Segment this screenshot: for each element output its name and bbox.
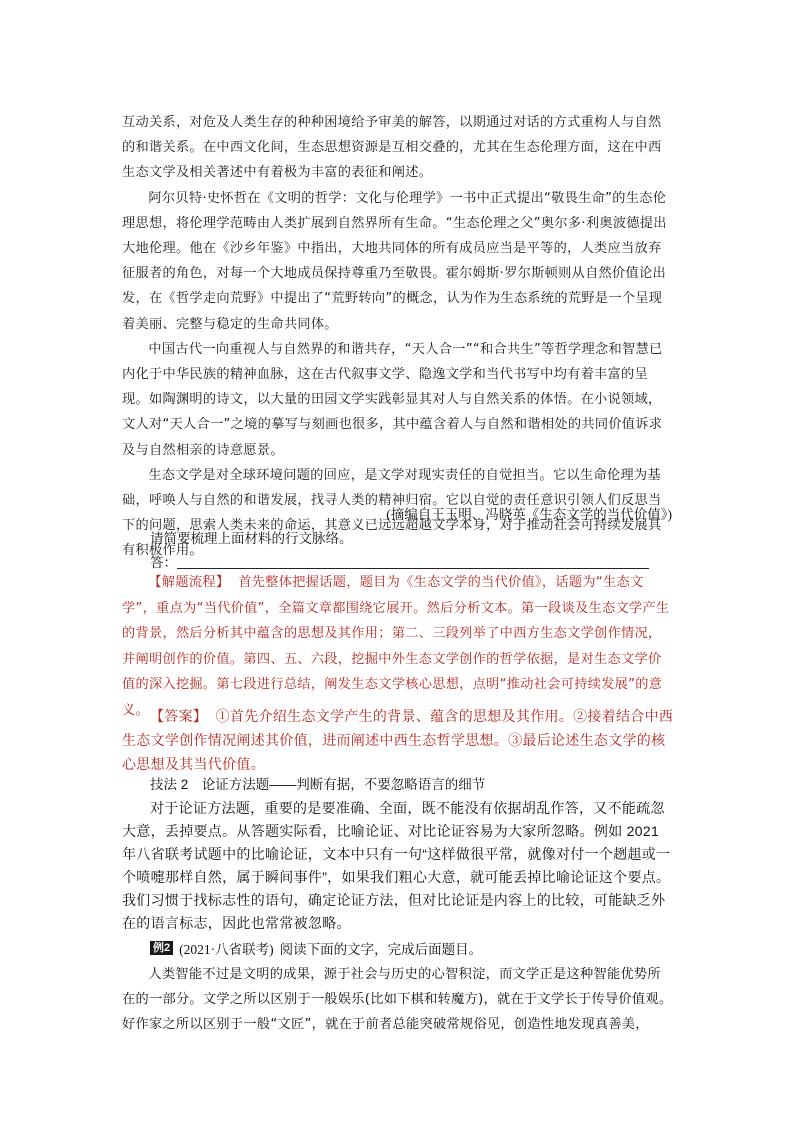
question-prompt: 请简要梳理上面材料的行文脉络。 [150,531,353,546]
answer-block [122,704,674,776]
answer-label: 答： [150,555,177,570]
example-instruction: 阅读下面的文字，完成后面题目。 [279,942,483,957]
passage-paragraph-1: 互动关系，对危及人类生存的种种困境给予审美的解答，以期通过对话的方式重构人与自然的和谐关系。在中西文化间，生态思想资源是互相交叠的，尤其在生态伦理方面，这在中西生态文学及相关著述中有着极为丰富的表征和阐述。 [122,115,662,181]
example-passage-paragraph: 人类智能不过是文明的成果，源于社会与历史的心智积淀，而文学正是这种智能优势所在的一部分。文学之所以区别于一般娱乐(比如下棋和转魔方)，就在于文学长于传导价值观。好作家之所以区别于一般“文匠”，就在于前者总能突破常规俗见，创造性地发现真善美， [122,967,673,1032]
technique-paragraph: 对于论证方法题，重要的是要准确、全面，既不能没有依据胡乱作答，又不能疏忽大意，丢掉要点。从答题实际看，比喻论证、对比论证容易为大家所忽略。例如 2021 年八省联考试题中的比喻论证，文本中只有一句“这样做很平常，就像对付一个趔趄或一个喷嚏那样自然，属于瞬间事件”，如果我们粗心大意，就可能丢掉比喻论证这个要点。我们习惯于找标志性的语句，确定论证方法，但对比论证是内容上的比较，可能缺乏外在的语言标志，因此也常常被忽略。 [122,800,671,931]
answer-part-3: ③最后论述生态文学的核心思想及其当代价值。 [122,732,666,772]
answer-heading: 【答案】 [150,708,208,724]
solution-flow [122,570,674,723]
passage-paragraph-4: 生态文学是对全球环境问题的回应，是文学对现实责任的自觉担当。它以生命伦理为基础，呼唤人与自然的和谐发展，找寻人类的精神归宿。它以自觉的责任意识引领人们反思当下的问题，思索人类未来的命运，其意义已远远超越文学本身，对于推动社会可持续发展具有积极作用。 [122,467,662,559]
answer-part-1: ①首先介绍生态文学产生的背景、蕴含的思想及其作用。 [215,708,574,724]
passage-paragraph-3: 中国古代一向重视人与自然界的和谐共存，“天人合一”“和合共生”等哲学理念和智慧已内化于中华民族的精神血脉，这在古代叙事文学、隐逸文学和当代书写中均有着丰富的呈现。如陶渊明的诗文，以大量的田园文学实践彰显其对人与自然关系的体悟。在小说领域，文人对“天人合一”之境的摹写与刻画也很多，其中蕴含着人与自然和谐相处的共同价值诉求及与自然相亲的诗意愿景。 [122,341,663,458]
solution-flow-label: 【解题流程】 [148,575,230,590]
technique-explanation [122,797,674,935]
example-heading [150,938,482,958]
example-passage [122,962,674,1037]
technique-heading: 技法 2 论证方法题——判断有据，不要忽略语言的细节 [150,777,486,792]
answer-line [150,551,670,571]
answer-blank[interactable] [177,554,649,569]
example-badge: 例2 [150,941,173,955]
answer-part-2: ②接着结合中西生态文学创作情况阐述其价值，进而阐述中西生态哲学思想。 [122,708,674,748]
reading-passage [122,110,674,564]
passage-source-note: (摘编自王玉明、冯晓英《生态文学的当代价值》) [386,507,672,522]
passage-paragraph-2: 阿尔贝特·史怀哲在《文明的哲学：文化与伦理学》一书中正式提出“敬畏生命”的生态伦理思想，将伦理学范畴由人类扩展到自然界所有生命。“生态伦理之父”奥尔多·利奥波德提出大地伦理。他在《沙乡年鉴》中指出，大地共同体的所有成员应当是平等的，人类应当放弃征服者的角色，对每一个大地成员保持尊重乃至敬畏。霍尔姆斯·罗尔斯顿则从自然价值论出发，在《哲学走向荒野》中提出了“荒野转向”的概念，认为作为生态系统的荒野是一个呈现着美丽、完整与稳定的生命共同体。 [122,190,667,332]
example-source: (2021·八省联考) [179,942,274,957]
solution-flow-text: 首先整体把握话题，题目为《生态文学的当代价值》，话题为“生态文学”，重点为“当代价值”，全篇文章都围绕它展开。然后分析文本。第一段谈及生态文学产生的背景，然后分析其中蕴含的思想及其作用；第二、三段列举了中西方生态文学创作情况，并阐明创作的价值。第四、五、六段，挖掘中外生态文学创作的哲学依据，是对生态文学价值的深入挖掘。第七段进行总结，阐发生态文学核心思想，点明“推动社会可持续发展”的意义。 [122,575,670,718]
